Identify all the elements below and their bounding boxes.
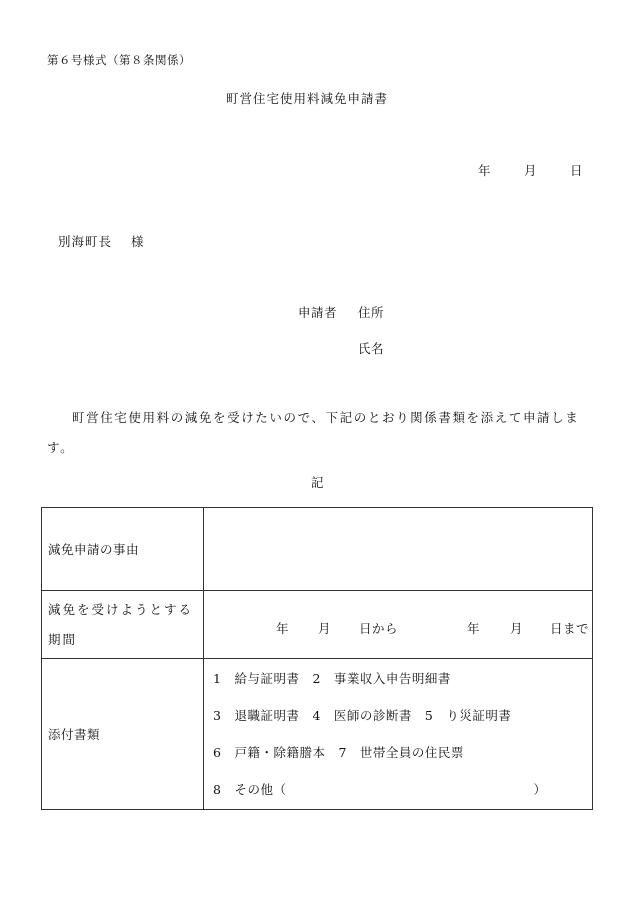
- period-from-month: 月: [318, 620, 332, 636]
- attachments-row: [42, 659, 593, 810]
- date-month-label: 月: [524, 163, 538, 178]
- reason-value[interactable]: [204, 508, 593, 591]
- period-value[interactable]: [204, 591, 593, 659]
- date-year-label: 年: [478, 163, 492, 178]
- reason-row: [42, 508, 593, 591]
- attachments-label: 添付書類: [42, 659, 204, 810]
- period-to-suffix: 日まで: [550, 620, 590, 636]
- period-label: 減免を受けようとする期間: [48, 601, 194, 647]
- period-from-year: 年: [276, 620, 290, 636]
- attachment-line: 8 その他（ ）: [213, 782, 547, 797]
- ki-heading: 記: [311, 475, 325, 490]
- period-row: [42, 591, 593, 659]
- request-statement: 町営住宅使用料の減免を受けたいので、下記のとおり関係書類を添えて申請します。: [47, 410, 580, 455]
- period-to-year: 年: [467, 620, 481, 636]
- addressee-name: 別海町長: [58, 234, 113, 249]
- attachment-line: 6 戸籍・除籍謄本 7 世帯全員の住民票: [213, 745, 464, 760]
- period-from-suffix: 日から: [359, 620, 399, 636]
- attachment-line: 3 退職証明書 4 医師の診断書 5 り災証明書: [213, 708, 512, 723]
- attachments-list: [204, 659, 593, 810]
- period-to-month: 月: [510, 620, 524, 636]
- applicant-name-label: 氏名: [358, 341, 385, 356]
- date-day-label: 日: [570, 163, 584, 178]
- document-title: 町営住宅使用料減免申請書: [226, 91, 389, 106]
- form-number: 第６号様式（第８条関係）: [47, 53, 191, 67]
- attachment-line: 1 給与証明書 2 事業収入申告明細書: [213, 671, 451, 686]
- addressee-honorific: 様: [131, 234, 145, 249]
- application-table: [41, 507, 593, 810]
- applicant-address-label: 住所: [358, 305, 385, 320]
- applicant-label: 申請者: [298, 305, 338, 320]
- reason-label: 減免申請の事由: [42, 508, 204, 591]
